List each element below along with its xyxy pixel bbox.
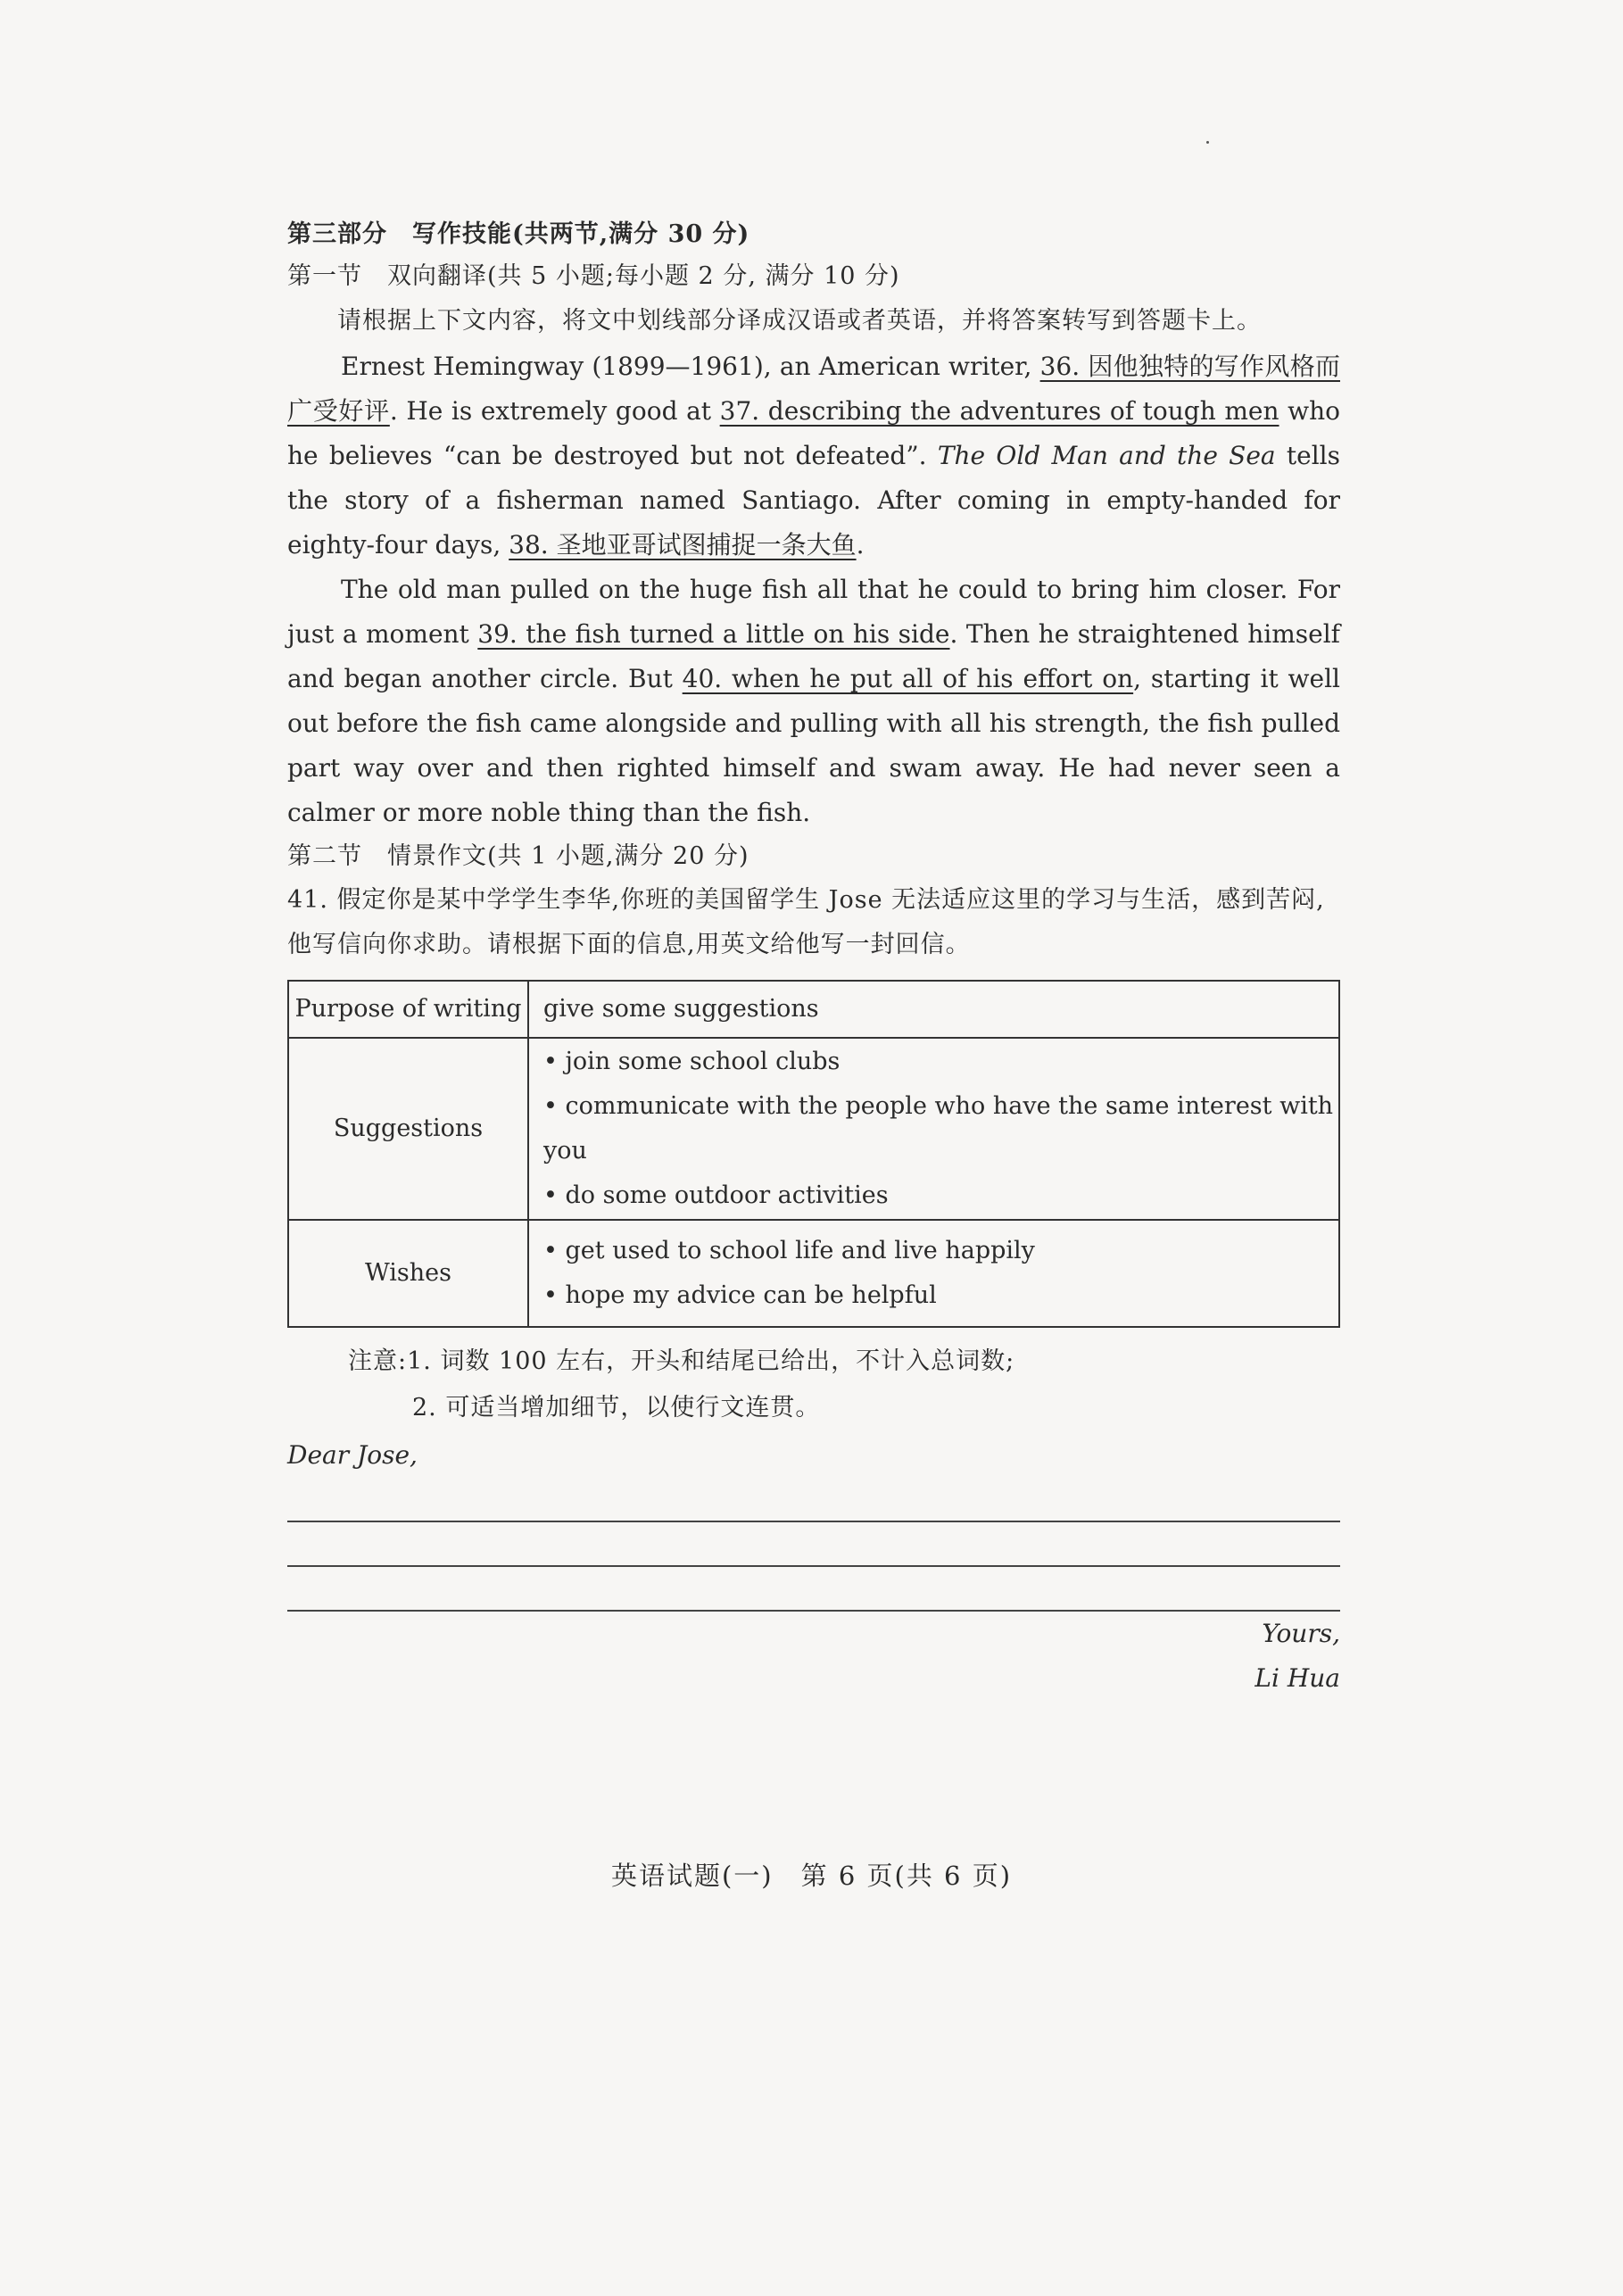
part-title: 第三部分 写作技能(共两节,满分 30 分) bbox=[287, 220, 750, 248]
answer-line bbox=[287, 1567, 1340, 1612]
letter-closing: Yours, bbox=[1262, 1619, 1340, 1648]
suggestions-row bbox=[288, 1038, 1339, 1220]
p2-text-2: . Then he straightened himself and began another circle. But bbox=[287, 619, 1341, 693]
answer-line bbox=[287, 1522, 1340, 1567]
note-2: 2. 可适当增加细节，以使行文连贯。 bbox=[412, 1394, 821, 1422]
p1-text-2: . He is extremely good at bbox=[389, 396, 720, 426]
section1-title: 第一节 双向翻译(共 5 小题;每小题 2 分, 满分 10 分) bbox=[287, 262, 900, 290]
letter-signature: Li Hua bbox=[1255, 1663, 1340, 1693]
suggestion-item: • communicate with the people who have the same interest with you bbox=[543, 1092, 1334, 1165]
page-footer: 英语试题(一) 第 6 页(共 6 页) bbox=[610, 1861, 1013, 1891]
p1-text-1: Ernest Hemingway (1899—1961), an American writer, bbox=[341, 352, 1040, 381]
translation-paragraph-1 bbox=[287, 344, 1340, 568]
info-table bbox=[287, 980, 1340, 1328]
section1-instruction: 请根据上下文内容，将文中划线部分译成汉语或者英语，并将答案转写到答题卡上。 bbox=[337, 307, 1262, 335]
item-40: 40. when he put all of his effort on bbox=[682, 664, 1134, 693]
writing-section bbox=[287, 214, 1340, 1701]
p1-text-3: who he believes “can be destroyed but not defeated”. bbox=[287, 396, 1340, 470]
item-37: 37. describing the adventures of tough men bbox=[719, 396, 1279, 426]
suggestions-label: Suggestions bbox=[288, 1038, 528, 1220]
purpose-row bbox=[288, 981, 1339, 1038]
book-title: The Old Man and the Sea bbox=[937, 441, 1276, 470]
note-1: 注意:1. 词数 100 左右，开头和结尾已给出，不计入总词数; bbox=[348, 1347, 1015, 1375]
purpose-value: give some suggestions bbox=[528, 981, 1339, 1038]
scan-speck bbox=[1206, 141, 1209, 144]
wishes-list bbox=[528, 1220, 1339, 1327]
p2-text-1: The old man pulled on the huge fish all that he could to bring him closer. For just a moment bbox=[287, 575, 1340, 649]
wish-item: • get used to school life and live happily bbox=[543, 1237, 1035, 1264]
item-38: 38. 圣地亚哥试图捕捉一条大鱼 bbox=[509, 530, 857, 559]
suggestion-item: • do some outdoor activities bbox=[543, 1181, 889, 1209]
question-41-prompt: 41. 假定你是某中学学生李华,你班的美国留学生 Jose 无法适应这里的学习与生活，感到苦闷,他写信向你求助。请根据下面的信息,用英文给他写一封回信。 bbox=[287, 886, 1325, 958]
suggestions-list bbox=[528, 1038, 1339, 1220]
answer-line bbox=[287, 1478, 1340, 1522]
p1-text-5: . bbox=[856, 530, 865, 559]
purpose-label: Purpose of writing bbox=[288, 981, 528, 1038]
item-39: 39. the fish turned a little on his side bbox=[477, 619, 950, 649]
section2-title: 第二节 情景作文(共 1 小题,满分 20 分) bbox=[287, 842, 749, 870]
wish-item: • hope my advice can be helpful bbox=[543, 1281, 937, 1309]
writing-notes bbox=[287, 1339, 1340, 1431]
translation-paragraph-2 bbox=[287, 568, 1340, 835]
p2-text-3: , starting it well out before the fish came alongside and pulling with all his strength, the fish pulled part way over and then righted himself and swam away. He had never seen a calmer or more noble thing than the fish. bbox=[287, 664, 1340, 827]
p1-text-4: tells the story of a fisherman named Santiago. After coming in empty-handed for eighty-four days, bbox=[287, 441, 1340, 559]
item-36: 36. 因他独特的写作风格而广受好评 bbox=[287, 352, 1340, 426]
letter-salutation: Dear Jose, bbox=[287, 1440, 418, 1470]
wishes-label: Wishes bbox=[288, 1220, 528, 1327]
wishes-row bbox=[288, 1220, 1339, 1327]
suggestion-item: • join some school clubs bbox=[543, 1048, 840, 1075]
